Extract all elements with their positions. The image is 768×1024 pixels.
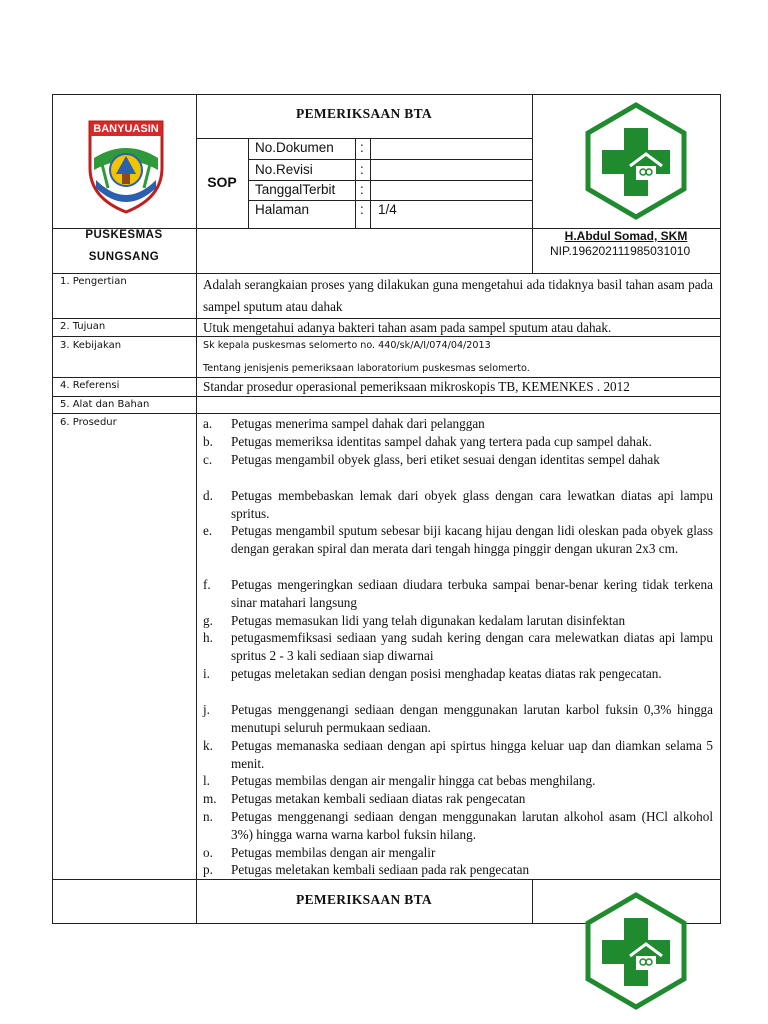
org-name-line2: SUNGSANG xyxy=(88,251,160,263)
procedure-step xyxy=(203,665,713,683)
doc-info-sep: : xyxy=(360,162,364,177)
procedure-step xyxy=(203,844,713,862)
org-name-line1: PUSKESMAS xyxy=(85,229,163,241)
step-letter: j. xyxy=(203,702,210,717)
step-letter: o. xyxy=(203,845,213,860)
procedure-step xyxy=(203,772,713,790)
doc-info-sep: : xyxy=(360,182,364,197)
banyuasin-logo xyxy=(84,118,168,214)
doc-info-sep: : xyxy=(360,202,364,217)
section-label-referensi: 4. Referensi xyxy=(60,380,120,391)
step-letter: b. xyxy=(203,434,213,449)
procedure-step xyxy=(203,415,713,433)
section-label-alat: 5. Alat dan Bahan xyxy=(60,399,150,410)
sop-label: SOP xyxy=(207,174,237,190)
doc-info-label: No.Revisi xyxy=(255,162,313,177)
step-text: Petugas mengeringkan sediaan diudara terbuka sampai benar-benar kering tidak terkena sinar matahari langsung xyxy=(231,577,713,610)
step-letter: p. xyxy=(203,862,213,877)
section-text-tujuan: Utuk mengetahui adanya bakteri tahan asam pada sampel sputum atau dahak. xyxy=(203,320,612,335)
step-text: Petugas memanaska sediaan dengan api spirtus hingga keluar uap dan diamkan selama 5 menit. xyxy=(231,738,713,771)
next-page-title: PEMERIKSAAN BTA xyxy=(296,892,432,907)
section-text-kebijakan-1: Sk kepala puskesmas selomerto no. 440/sk/A/I/074/04/2013 xyxy=(203,340,491,351)
step-text: Petugas memeriksa identitas sampel dahak yang tertera pada cup sampel dahak. xyxy=(231,434,652,449)
step-letter: g. xyxy=(203,613,213,628)
step-text: petugasmemfiksasi sediaan yang sudah kering dengan cara melewatkan diatas api lampu spritus 2 - 3 kali sediaan siap diwarnai xyxy=(231,630,713,663)
procedure-step xyxy=(203,737,713,772)
step-text: Petugas membilas dengan air mengalir hingga cat bebas menghilang. xyxy=(231,773,596,788)
step-letter: i. xyxy=(203,666,210,681)
step-text: petugas meletakan sedian dengan posisi menghadap keatas diatas rak pengecatan. xyxy=(231,666,662,681)
procedure-step xyxy=(203,433,713,451)
step-letter: d. xyxy=(203,488,213,503)
doc-info-value: 1/4 xyxy=(378,202,397,217)
signer-nip: NIP.196202111985031010 xyxy=(550,244,691,258)
step-letter: h. xyxy=(203,630,213,645)
procedure-step xyxy=(203,701,713,736)
step-letter: n. xyxy=(203,809,213,824)
section-text-pengertian: Adalah serangkaian proses yang dilakukan guna mengetahui ada tidaknya basil tahan asam pada sampel sputum atau dahak xyxy=(203,277,713,314)
section-label-prosedur: 6. Prosedur xyxy=(60,417,117,428)
doc-info-label: No.Dokumen xyxy=(255,140,334,155)
step-letter: m. xyxy=(203,791,217,806)
procedure-step xyxy=(203,808,713,843)
step-text: Petugas membilas dengan air mengalir xyxy=(231,845,436,860)
step-letter: k. xyxy=(203,738,213,753)
step-letter: c. xyxy=(203,452,213,467)
section-text-kebijakan-2: Tentang jenisjenis pemeriksaan laboratorium puskesmas selomerto. xyxy=(203,363,530,374)
section-label-pengertian: 1. Pengertian xyxy=(60,276,127,287)
procedure-step xyxy=(203,629,713,664)
section-label-kebijakan: 3. Kebijakan xyxy=(60,340,122,351)
page-title: PEMERIKSAAN BTA xyxy=(296,106,432,121)
doc-info-label: TanggalTerbit xyxy=(255,182,336,197)
puskesmas-logo-next xyxy=(584,892,688,1010)
step-letter: e. xyxy=(203,523,213,538)
step-text: Petugas mengambil obyek glass, beri etiket sesuai dengan identitas sempel dahak xyxy=(231,452,660,467)
procedure-step xyxy=(203,451,713,469)
step-text: Petugas mengambil sputum sebesar biji kacang hijau dengan lidi oleskan pada obyek glass dengan gerakan spiral dan merata dari tengah hingga pinggir dengan ukuran 2x3 cm. xyxy=(231,523,713,556)
step-text: Petugas menggenangi sediaan dengan menggunakan larutan karbol fuksin 0,3% hingga menutupi seluruh permukaan sediaan. xyxy=(231,702,713,735)
signer-name: H.Abdul Somad, SKM xyxy=(564,229,688,243)
procedure-step xyxy=(203,790,713,808)
doc-info-label: Halaman xyxy=(255,202,310,217)
procedure-step xyxy=(203,576,713,611)
puskesmas-logo xyxy=(584,102,688,220)
step-text: Petugas metakan kembali sediaan diatas rak pengecatan xyxy=(231,791,526,806)
step-text: Petugas membebaskan lemak dari obyek glass dengan cara lewatkan diatas api lampu spritus. xyxy=(231,488,713,521)
step-text: Petugas meletakan kembali sediaan pada rak pengecatan xyxy=(231,862,530,877)
step-letter: f. xyxy=(203,577,211,592)
procedure-step xyxy=(203,487,713,522)
section-label-tujuan: 2. Tujuan xyxy=(60,321,106,332)
step-text: Petugas menerima sampel dahak dari pelanggan xyxy=(231,416,485,431)
section-text-referensi: Standar prosedur operasional pemeriksaan mikroskopis TB, KEMENKES . 2012 xyxy=(203,379,630,394)
procedure-step xyxy=(203,522,713,557)
doc-info-sep: : xyxy=(360,140,364,155)
logo-banner-text: BANYUASIN xyxy=(93,123,159,135)
step-letter: l. xyxy=(203,773,210,788)
step-text: Petugas menggenangi sediaan dengan menggunakan larutan alkohol asam (HCl alkohol 3%) hingga warna warna karbol fuksin hilang. xyxy=(231,809,713,842)
procedure-step xyxy=(203,612,713,630)
procedure-step xyxy=(203,861,713,879)
step-letter: a. xyxy=(203,416,213,431)
step-text: Petugas memasukan lidi yang telah digunakan kedalam larutan disinfektan xyxy=(231,613,626,628)
